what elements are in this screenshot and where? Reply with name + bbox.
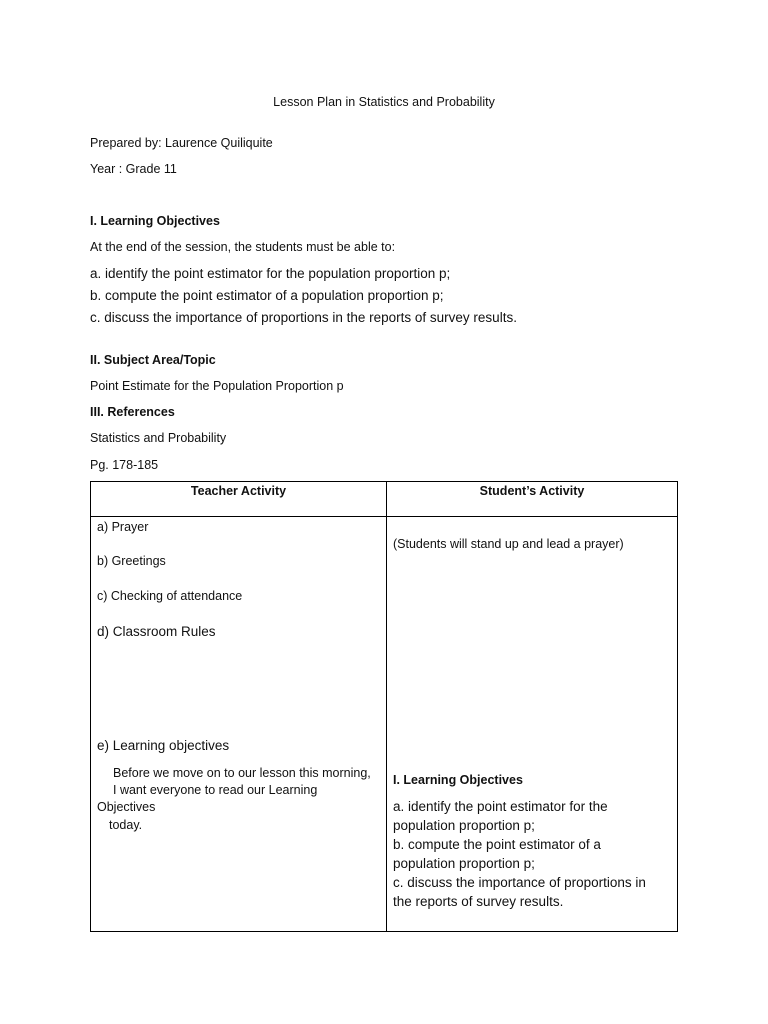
student-objectives-heading: I. Learning Objectives [393, 773, 523, 787]
table-header-row [91, 482, 678, 517]
objectives-intro: At the end of the session, the students must be able to: [90, 240, 396, 254]
objective-item: a. identify the point estimator for the population proportion p; [90, 266, 451, 281]
teacher-activity-cell [91, 517, 387, 932]
teacher-learning-objectives: e) Learning objectives [97, 738, 230, 753]
page-title: Lesson Plan in Statistics and Probability [273, 95, 495, 109]
objectives-heading: I. Learning Objectives [90, 214, 220, 228]
teacher-classroom-rules: d) Classroom Rules [97, 624, 216, 639]
reference-pages: Pg. 178-185 [90, 458, 159, 472]
teacher-prayer: a) Prayer [97, 520, 149, 534]
reference-book: Statistics and Probability [90, 431, 227, 445]
prepared-by: Prepared by: Laurence Quiliquite [90, 136, 273, 150]
student-objective-line: b. compute the point estimator of a [393, 837, 601, 852]
student-objective-line: population proportion p; [393, 818, 535, 833]
teacher-instruction-line: today. [109, 818, 143, 832]
teacher-instruction-line: Before we move on to our lesson this morning, [113, 766, 371, 780]
student-activity-header: Student’s Activity [387, 482, 678, 517]
year-level: Year : Grade 11 [90, 162, 177, 176]
table-row [91, 517, 678, 932]
objective-item: c. discuss the importance of proportions in the reports of survey results. [90, 310, 517, 325]
student-prayer-response: (Students will stand up and lead a prayer) [393, 537, 624, 551]
teacher-activity-header: Teacher Activity [91, 482, 387, 517]
student-objective-line: the reports of survey results. [393, 894, 564, 909]
subject-heading: II. Subject Area/Topic [90, 353, 216, 367]
student-objective-line: population proportion p; [393, 856, 535, 871]
student-objective-line: c. discuss the importance of proportions in [393, 875, 646, 890]
activity-table [90, 481, 678, 932]
teacher-attendance: c) Checking of attendance [97, 589, 243, 603]
teacher-instruction-line: I want everyone to read our Learning [113, 783, 318, 797]
subject-topic: Point Estimate for the Population Proportion p [90, 379, 344, 393]
student-objective-line: a. identify the point estimator for the [393, 799, 608, 814]
objective-item: b. compute the point estimator of a population proportion p; [90, 288, 444, 303]
student-activity-cell [387, 517, 678, 932]
teacher-greetings: b) Greetings [97, 554, 166, 568]
references-heading: III. References [90, 405, 175, 419]
teacher-instruction-line: Objectives [97, 800, 156, 814]
